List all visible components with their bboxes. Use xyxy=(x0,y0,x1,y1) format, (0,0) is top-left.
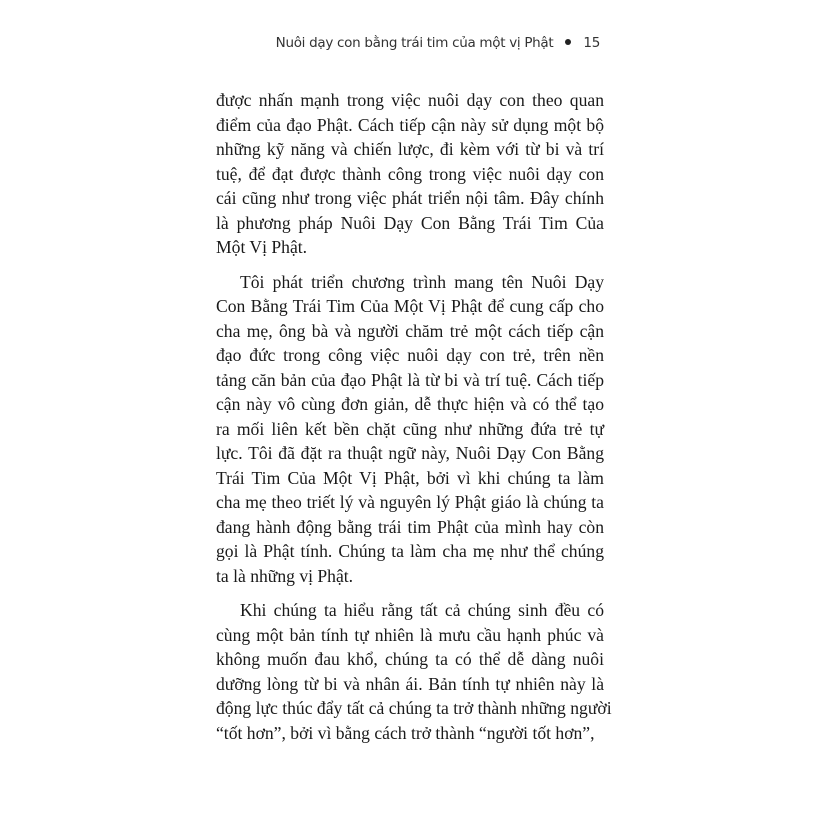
bullet-separator xyxy=(565,39,571,45)
text-line: cận này vô cùng đơn giản, dễ thực hiện và có thể tạo xyxy=(216,394,604,414)
running-title: Nuôi dạy con bằng trái tim của một vị Phật xyxy=(275,35,554,51)
text-line: Tôi phát triển chương trình mang tên Nuôi Dạy xyxy=(240,271,604,292)
text-line: Con Bằng Trái Tim Của Một Vị Phật để cung cấp cho xyxy=(216,296,604,316)
text-line: đang hành động bằng trái tim Phật của mình hay còn xyxy=(216,516,604,537)
paragraph xyxy=(216,88,604,260)
text-line: Trái Tim Của Một Vị Phật, bởi vì khi chúng ta làm xyxy=(216,467,604,488)
page-number: 15 xyxy=(583,35,600,51)
paragraph xyxy=(216,270,604,589)
text-line: Khi chúng ta hiểu rằng tất cả chúng sinh đều có xyxy=(240,600,604,620)
text-line: tuệ, để đạt được thành công trong việc nuôi dạy con xyxy=(216,163,604,184)
text-line: Một Vị Phật. xyxy=(216,237,308,257)
text-line: ra mối liên kết bền chặt cũng như những đứa trẻ tự xyxy=(216,418,604,439)
text-line: cha mẹ theo triết lý và nguyên lý Phật giáo là chúng ta xyxy=(216,492,604,512)
text-line: tảng căn bản của đạo Phật là từ bi và trí tuệ. Cách tiếp xyxy=(216,369,604,390)
text-line: không muốn đau khổ, chúng ta có thể dễ dàng nuôi xyxy=(216,649,604,669)
text-line: gọi là Phật tính. Chúng ta làm cha mẹ như thể chúng xyxy=(216,541,604,561)
text-line: cái cũng như trong việc phát triển nội tâm. Đây chính xyxy=(216,188,604,208)
text-line: dưỡng lòng từ bi và nhân ái. Bản tính tự nhiên này là xyxy=(216,673,604,694)
body-text xyxy=(216,88,612,755)
text-line: “tốt hơn”, bởi vì bằng cách trở thành “người tốt hơn”, xyxy=(216,722,595,743)
paragraph xyxy=(216,598,612,745)
text-line: được nhấn mạnh trong việc nuôi dạy con theo quan xyxy=(216,90,604,110)
text-line: là phương pháp Nuôi Dạy Con Bằng Trái Tim Của xyxy=(216,212,604,233)
text-line: cùng một bản tính tự nhiên là mưu cầu hạnh phúc và xyxy=(216,624,604,645)
text-line: những kỹ năng và chiến lược, đi kèm với từ bi và trí xyxy=(216,139,604,159)
text-line: đạo đức trong công việc nuôi dạy con trẻ, trên nền xyxy=(216,345,604,365)
text-line: ta là những vị Phật. xyxy=(216,565,354,586)
text-line: lực. Tôi đã đặt ra thuật ngữ này, Nuôi Dạy Con Bằng xyxy=(216,443,604,463)
text-line: cha mẹ, ông bà và người chăm trẻ một cách tiếp cận xyxy=(216,320,604,341)
text-line: điểm của đạo Phật. Cách tiếp cận này sử dụng một bộ xyxy=(216,114,604,135)
text-line: động lực thúc đẩy tất cả chúng ta trở thành những người xyxy=(216,698,612,718)
running-header xyxy=(276,35,600,51)
